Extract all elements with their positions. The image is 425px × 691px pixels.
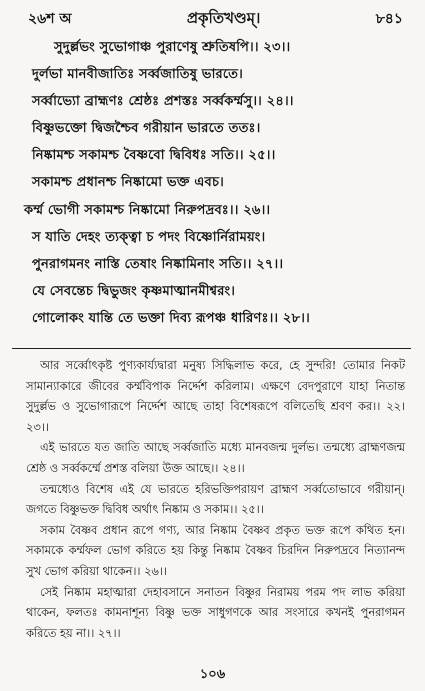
bengali-translation <box>26 356 405 644</box>
verse-line: বিষ্ণুভক্তো দ্বিজশ্চৈব গরীয়ান ভারতে ততঃ। <box>32 121 261 137</box>
verse-line: সর্ব্বাভ্যো ব্রাহ্মণঃ শ্রেষ্ঠঃ প্রশস্তঃ সর্ব্বকর্ম্মসু।। ২৪।। <box>32 94 294 110</box>
translation-paragraph: তন্মধ্যেও বিশেষ এই যে ভারতে হরিভক্তিপরায়ণ ব্রাহ্মণ সর্ব্বতোভাবে গরীয়ান্। জগতে বিষ্ণুভক্ত দ্বিবিধ অর্থাৎ নিষ্কাম ও সকাম।। ২৫।। <box>26 482 405 517</box>
verse-line: যে সেবন্তেচ দ্বিভুজং কৃষ্ণমাত্মানমীশ্বরং। <box>32 283 236 299</box>
page-title: প্রকৃতিখণ্ডম্। <box>186 8 261 27</box>
translation-paragraph: এই ভারতে যত জাতি আছে সর্ব্বজাতি মধ্যে মানবজন্ম দুর্লভ। তন্মধ্যে ব্রাহ্মণজন্ম শ্রেষ্ঠ ও সর্ব্বকর্ম্মে প্রশস্ত বলিয়া উক্ত আছে।। ২৪।। <box>26 441 405 475</box>
sanskrit-verses <box>24 34 401 332</box>
section-divider <box>12 348 411 349</box>
chapter-label: ২৬শ অ <box>28 11 72 27</box>
translation-paragraph: সকাম বৈষ্ণব প্রধান রূপে গণ্য, আর নিষ্কাম বৈষ্ণব প্রকৃত ভক্ত রূপে কথিত হন। সকামকে কর্ম্মফল ভোগ করিতে হয় কিন্তু নিষ্কাম বৈষ্ণব চিরদিন নিরুপদ্রবে নিত্যানন্দ সুখ ভোগ করিয়া থাকেন।। ২৬।। <box>26 523 405 578</box>
verse-line: দুর্লভা মানবীজাতিঃ সর্ব্বজাতিষু ভারতে। <box>32 67 243 83</box>
verse-line: সুদুর্ল্লভং সুভোগাঞ্চ পুরাণেষু শ্রুতিষপি।। ২৩।। <box>54 40 291 55</box>
page-folio: ৮৪১ <box>375 11 403 27</box>
verse-line: পুনরাগমনং নাস্তি তেষাং নিষ্কামিনাং সতি।। ২৭।। <box>32 256 284 272</box>
translation-paragraph: আর সর্ব্বোৎকৃষ্ট পুণ্যকার্য্যদ্বারা মনুষ্য সিদ্ধিলাভ করে, হে সুন্দরি! তোমার নিকট সামান্যাকারে জীবের কর্ম্মবিপাক নির্দ্দেশ করিলাম। এক্ষণে বেদপুরাণে যাহা নিতান্ত সুদুর্ল্লভ ও সুভোগারূপে নির্দ্দেশ আছে তাহা বিশেষরূপে বলিতেছি শ্রবণ কর।। ২২। ২৩।। <box>26 359 405 434</box>
page-number: ১০৬ <box>199 667 226 682</box>
verse-line: নিষ্কামশ্চ সকামশ্চ বৈষ্ণবো দ্বিবিধঃ সতি।। ২৫।। <box>32 148 276 164</box>
verse-line: স যাতি দেহং ত্যক্ত্বা চ পদং বিষ্ণোর্নিরাময়ং। <box>32 229 266 245</box>
page-header <box>28 6 403 32</box>
verse-line: গোলোকং যান্তি তে ভক্তা দিব্য রূপঞ্চ ধারিণঃ।। ২৮।। <box>32 310 310 326</box>
verse-line: কর্ম্ম ভোগী সকামশ্চ নিষ্কামো নিরুপদ্রবঃ।। ২৬।। <box>24 202 271 218</box>
translation-paragraph: সেই নিষ্কাম মহাত্মারা দেহাবসানে সনাতন বিষ্ণুর নিরাময় পরম পদ লাভ করিয়া থাকেন, ফলতঃ কামনাশূন্য বিষ্ণু ভক্ত সাধুগণকে আর সংসারে কখনই পুনরাগমন করিতে হয় না।। ২৭।। <box>26 585 405 640</box>
verse-line: সকামশ্চ প্রধানশ্চ নিষ্কামো ভক্ত এবচ। <box>32 175 224 191</box>
